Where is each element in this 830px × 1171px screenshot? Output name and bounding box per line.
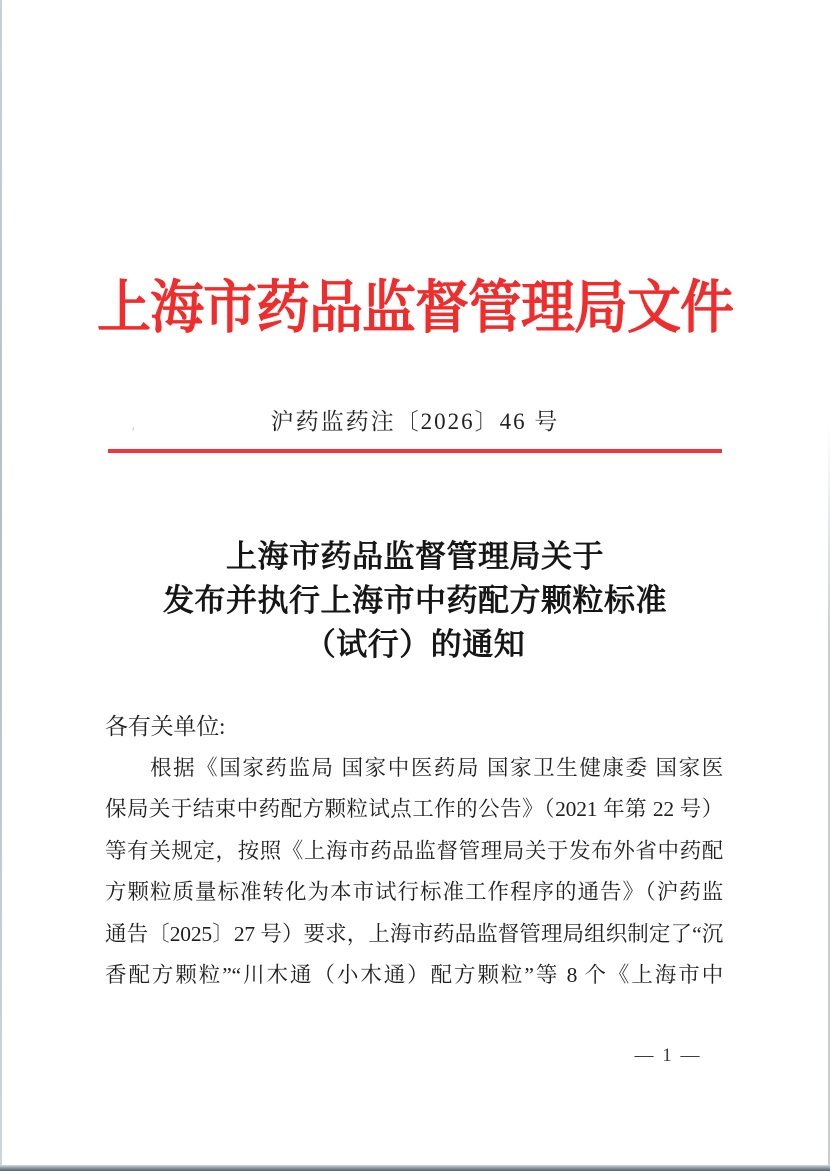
body-text-line: 等有关规定，按照《上海市药品监督管理局关于发布外省中药配 (105, 838, 723, 863)
body-text-line: 方颗粒质量标准转化为本市试行标准工作程序的通告》（沪药监 (105, 880, 723, 904)
scan-speck-artifact: ’ (131, 424, 136, 439)
document-title-line-2: 发布并执行上海市中药配方颗粒标准 (163, 583, 667, 618)
page-number: — 1 — (634, 1045, 702, 1066)
document-title-line-1: 上海市药品监督管理局关于 (226, 539, 604, 574)
document-title (0, 535, 830, 667)
document-body (105, 706, 723, 997)
red-divider-rule (108, 449, 722, 453)
body-text-line: 通告〔2025〕27 号）要求，上海市药品监督管理局组织制定了“沉 (105, 921, 723, 946)
document-reference-number: 沪药监药注〔2026〕46 号 (270, 409, 560, 434)
body-text-line: 香配方颗粒”“川木通（小木通）配方颗粒”等 8 个《上海市中 (105, 963, 723, 987)
salutation-line: 各有关单位: (105, 714, 226, 739)
body-text-line: 根据《国家药监局 国家中医药局 国家卫生健康委 国家医 (150, 755, 723, 780)
scan-edge-bottom (0, 1165, 830, 1171)
body-text-line: 保局关于结束中药配方颗粒试点工作的公告》（2021 年第 22 号） (105, 797, 723, 821)
agency-masthead-title: 上海市药品监督管理局文件 (97, 276, 733, 340)
document-title-line-3: （试行）的通知 (304, 627, 526, 662)
